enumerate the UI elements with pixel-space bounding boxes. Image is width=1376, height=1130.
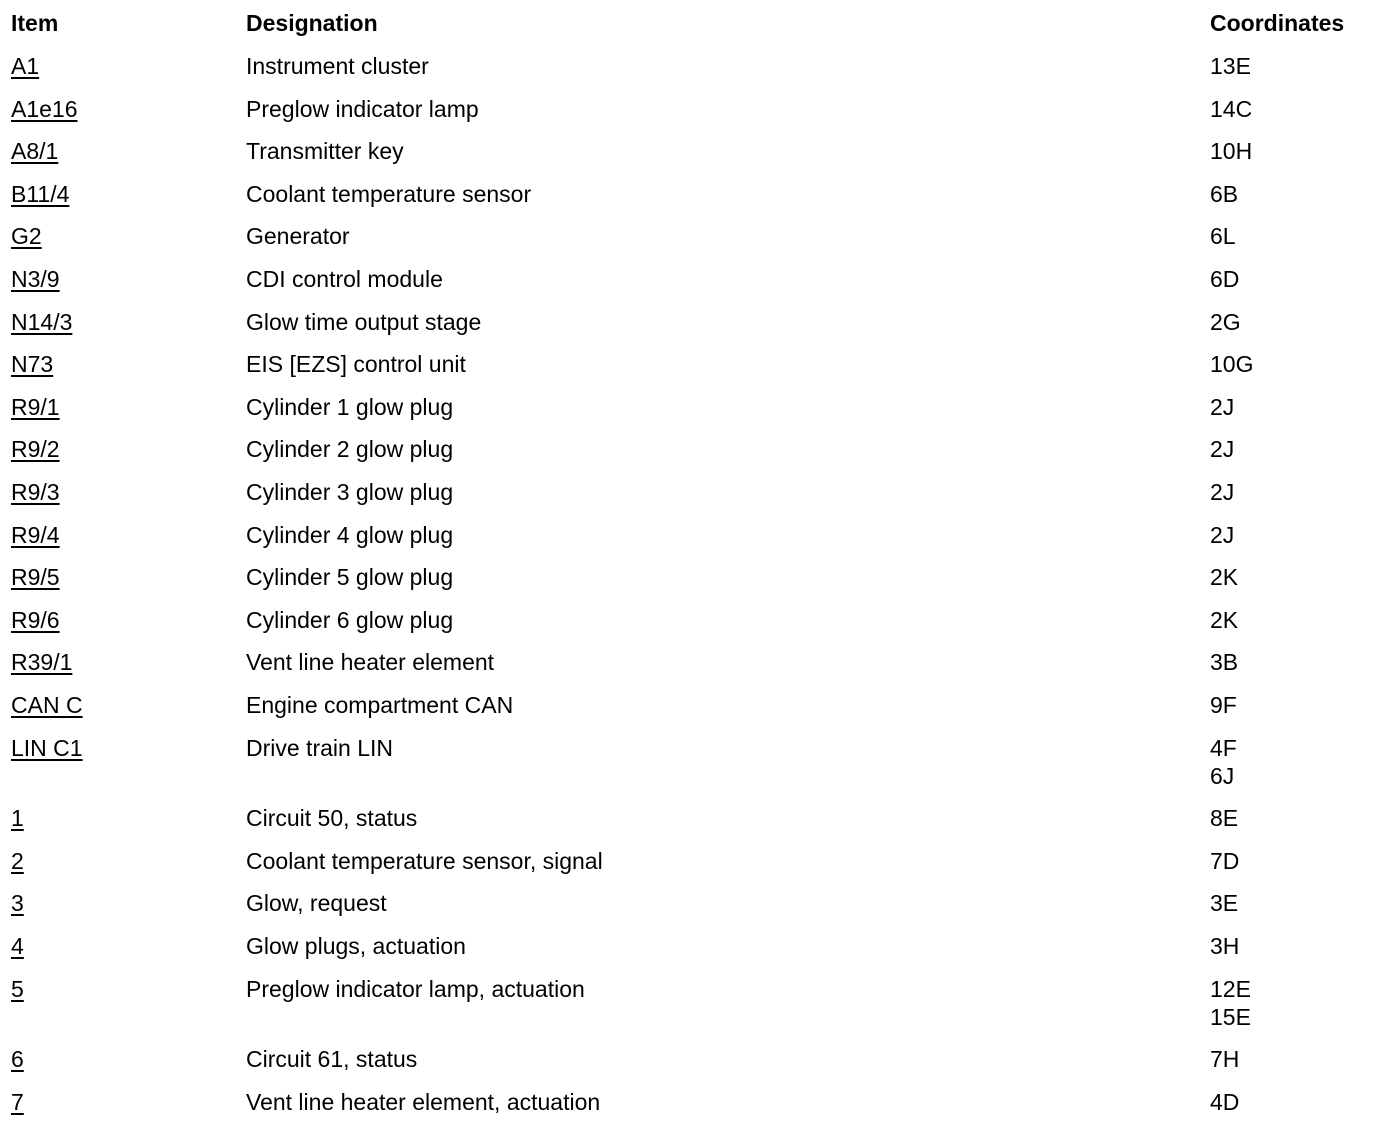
coordinate-value: 2J	[1210, 394, 1235, 420]
coordinate-value: 6L	[1210, 223, 1236, 249]
coordinates-cell	[1210, 435, 1234, 463]
coordinates-cell	[1210, 975, 1251, 1031]
coordinates-cell	[1210, 734, 1237, 790]
coordinate-value: 7H	[1210, 1046, 1240, 1072]
item-link[interactable]: N3/9	[11, 266, 60, 292]
coordinate-value: 4F	[1210, 735, 1237, 761]
designation-cell: Glow time output stage	[246, 309, 482, 335]
coordinates-cell	[1210, 521, 1234, 549]
designation-cell: Transmitter key	[246, 138, 404, 164]
item-link[interactable]: A1e16	[11, 96, 78, 122]
coordinate-value: 3B	[1210, 649, 1239, 675]
coordinate-value: 2J	[1210, 479, 1235, 505]
designation-cell: Coolant temperature sensor	[246, 181, 532, 207]
coordinates-cell	[1210, 478, 1234, 506]
designation-cell: EIS [EZS] control unit	[246, 351, 466, 377]
designation-cell: Circuit 50, status	[246, 805, 418, 831]
coordinate-value: 7D	[1210, 848, 1240, 874]
designation-cell: Generator	[246, 223, 350, 249]
coordinates-column-header: Coordinates	[1210, 10, 1345, 36]
item-link[interactable]: G2	[11, 223, 42, 249]
coordinates-cell	[1210, 308, 1241, 336]
coordinate-value: 13E	[1210, 53, 1251, 79]
designation-cell: Preglow indicator lamp, actuation	[246, 976, 585, 1002]
item-link[interactable]: 3	[11, 890, 24, 916]
coordinate-value: 2K	[1210, 564, 1239, 590]
coordinates-cell	[1210, 95, 1252, 123]
coordinate-value: 2J	[1210, 522, 1235, 548]
coordinate-value: 3H	[1210, 933, 1240, 959]
coordinates-cell	[1210, 350, 1253, 378]
coordinate-value: 15E	[1210, 1004, 1251, 1030]
coordinates-cell	[1210, 889, 1238, 917]
coordinates-cell	[1210, 804, 1238, 832]
item-link[interactable]: R9/1	[11, 394, 60, 420]
designation-cell: Drive train LIN	[246, 735, 393, 761]
coordinate-value: 6D	[1210, 266, 1240, 292]
coordinate-value: 6B	[1210, 181, 1239, 207]
designation-cell: Circuit 61, status	[246, 1046, 418, 1072]
coordinates-cell	[1210, 606, 1238, 634]
coordinate-value: 6J	[1210, 763, 1235, 789]
coordinate-value: 10G	[1210, 351, 1254, 377]
designation-cell: Preglow indicator lamp	[246, 96, 479, 122]
item-link[interactable]: A8/1	[11, 138, 59, 164]
designation-column-header: Designation	[246, 10, 378, 36]
designation-cell: Engine compartment CAN	[246, 692, 514, 718]
coordinates-cell	[1210, 932, 1239, 960]
coordinate-value: 12E	[1210, 976, 1251, 1002]
item-link[interactable]: 7	[11, 1089, 24, 1115]
coordinate-value: 2G	[1210, 309, 1241, 335]
coordinates-cell	[1210, 222, 1236, 250]
coordinates-cell	[1210, 648, 1238, 676]
item-link[interactable]: A1	[11, 53, 40, 79]
item-link[interactable]: 6	[11, 1046, 24, 1072]
coordinate-value: 10H	[1210, 138, 1253, 164]
designation-cell: Vent line heater element	[246, 649, 495, 675]
item-link[interactable]: N14/3	[11, 309, 73, 335]
coordinates-cell	[1210, 265, 1239, 293]
designation-cell: Cylinder 1 glow plug	[246, 394, 454, 420]
item-link[interactable]: N73	[11, 351, 54, 377]
item-column-header: Item	[11, 10, 59, 36]
item-link[interactable]: R9/2	[11, 436, 60, 462]
designation-cell: Glow, request	[246, 890, 387, 916]
item-link[interactable]: 1	[11, 805, 24, 831]
designation-cell: Cylinder 5 glow plug	[246, 564, 454, 590]
coordinate-value: 2K	[1210, 607, 1239, 633]
coordinates-cell	[1210, 52, 1251, 80]
item-link[interactable]: R39/1	[11, 649, 73, 675]
coordinate-value: 8E	[1210, 805, 1239, 831]
coordinates-cell	[1210, 691, 1237, 719]
coordinates-cell	[1210, 847, 1239, 875]
item-link[interactable]: LIN C1	[11, 735, 83, 761]
designation-cell: Cylinder 3 glow plug	[246, 479, 454, 505]
item-link[interactable]: R9/5	[11, 564, 60, 590]
designation-cell: Cylinder 4 glow plug	[246, 522, 454, 548]
coordinate-value: 3E	[1210, 890, 1239, 916]
designation-cell: Coolant temperature sensor, signal	[246, 848, 603, 874]
item-link[interactable]: 2	[11, 848, 24, 874]
item-link[interactable]: R9/3	[11, 479, 60, 505]
coordinate-value: 4D	[1210, 1089, 1240, 1115]
coordinates-cell	[1210, 563, 1238, 591]
item-link[interactable]: R9/4	[11, 522, 60, 548]
coordinate-value: 14C	[1210, 96, 1253, 122]
designation-cell: Cylinder 6 glow plug	[246, 607, 454, 633]
designation-cell: Vent line heater element, actuation	[246, 1089, 601, 1115]
designation-cell: CDI control module	[246, 266, 443, 292]
item-link[interactable]: CAN C	[11, 692, 83, 718]
coordinates-cell	[1210, 137, 1252, 165]
item-link[interactable]: 5	[11, 976, 24, 1002]
item-link[interactable]: 4	[11, 933, 24, 959]
coordinates-cell	[1210, 180, 1238, 208]
designation-cell: Instrument cluster	[246, 53, 429, 79]
item-link[interactable]: B11/4	[11, 181, 70, 207]
coordinate-value: 2J	[1210, 436, 1235, 462]
coordinate-value: 9F	[1210, 692, 1237, 718]
coordinates-cell	[1210, 1045, 1239, 1073]
coordinates-cell	[1210, 393, 1234, 421]
item-link[interactable]: R9/6	[11, 607, 60, 633]
designation-cell: Glow plugs, actuation	[246, 933, 466, 959]
coordinates-cell	[1210, 1088, 1239, 1116]
designation-cell: Cylinder 2 glow plug	[246, 436, 454, 462]
